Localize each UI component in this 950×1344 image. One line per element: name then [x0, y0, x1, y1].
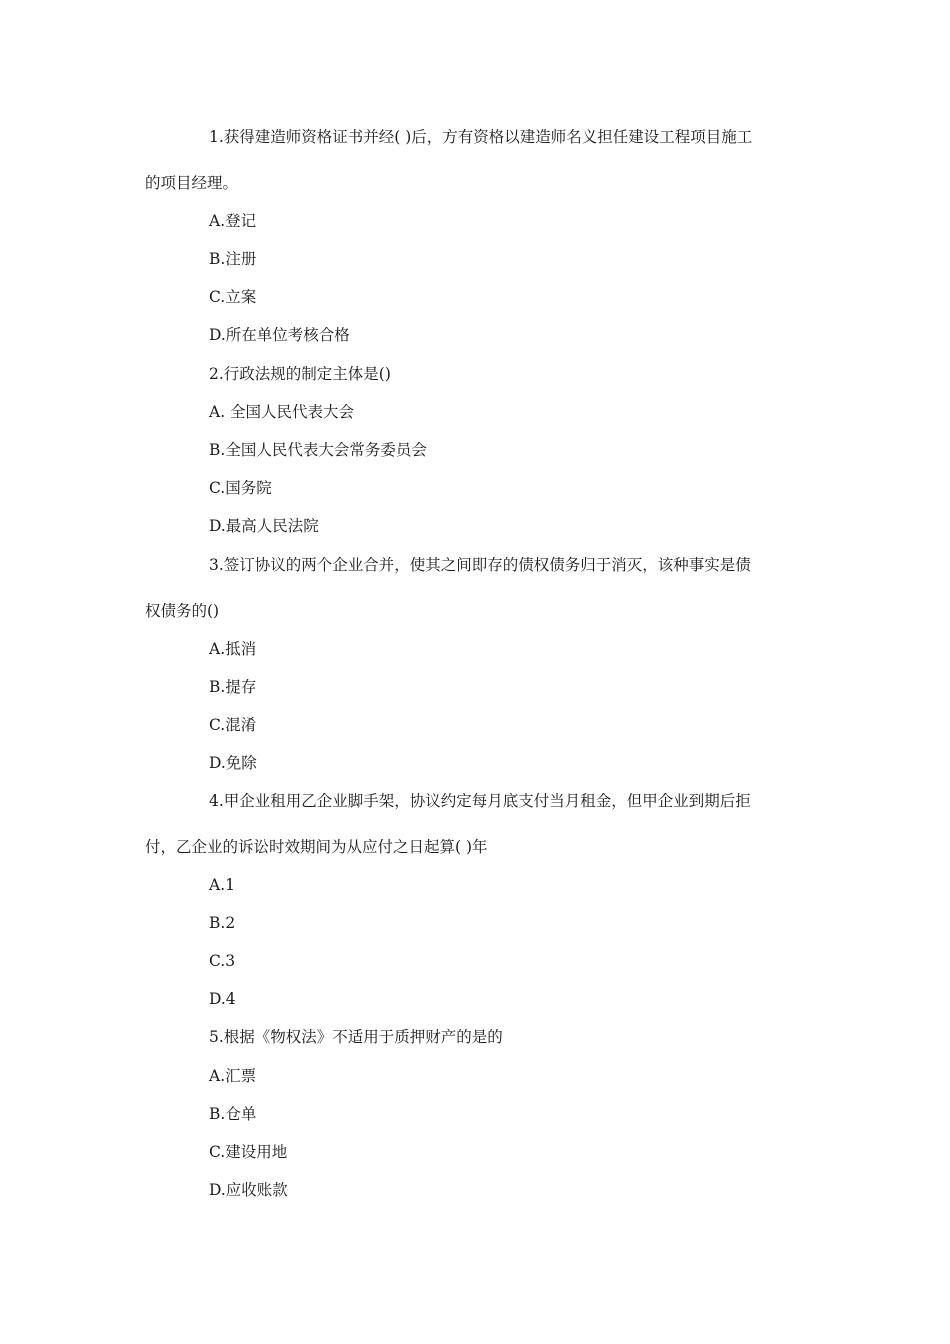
question-1-option-c: C.立案	[209, 288, 257, 306]
question-2-option-d: D.最高人民法院	[209, 517, 319, 535]
question-5-option-b: B.仓单	[209, 1105, 257, 1123]
question-4-option-a: A.1	[209, 876, 235, 894]
question-4-option-b: B.2	[209, 914, 236, 932]
question-3-option-c: C.混淆	[209, 716, 257, 734]
question-1-option-b: B.注册	[209, 250, 257, 268]
question-5-option-c: C.建设用地	[209, 1143, 288, 1161]
question-2-option-a: A. 全国人民代表大会	[209, 403, 355, 421]
question-1-option-a: A.登记	[209, 212, 257, 230]
question-4-option-d: D.4	[209, 990, 236, 1008]
question-3-option-b: B.提存	[209, 678, 257, 696]
question-3-option-d: D.免除	[209, 754, 257, 772]
question-4-text-line-2: 付，乙企业的诉讼时效期间为从应付之日起算( )年	[145, 838, 488, 856]
question-3-option-a: A.抵消	[209, 640, 257, 658]
question-1-option-d: D.所在单位考核合格	[209, 326, 350, 344]
question-5-option-a: A.汇票	[209, 1067, 257, 1085]
question-1-text-line-1: 1.获得建造师资格证书并经( )后，方有资格以建造师名义担任建设工程项目施工	[209, 128, 753, 146]
question-3-text-line-2: 权债务的()	[145, 602, 220, 620]
question-2-option-c: C.国务院	[209, 479, 272, 497]
question-2-text-line-1: 2.行政法规的制定主体是()	[209, 365, 391, 383]
question-5-option-d: D.应收账款	[209, 1181, 288, 1199]
question-5-text-line-1: 5.根据《物权法》不适用于质押财产的是的	[209, 1028, 503, 1046]
question-1-text-line-2: 的项目经理。	[145, 174, 239, 192]
question-2-option-b: B.全国人民代表大会常务委员会	[209, 441, 427, 459]
question-3-text-line-1: 3.签订协议的两个企业合并，使其之间即存的债权债务归于消灭，该种事实是债	[209, 556, 751, 574]
question-4-option-c: C.3	[209, 952, 236, 970]
question-4-text-line-1: 4.甲企业租用乙企业脚手架，协议约定每月底支付当月租金，但甲企业到期后拒	[209, 792, 751, 810]
